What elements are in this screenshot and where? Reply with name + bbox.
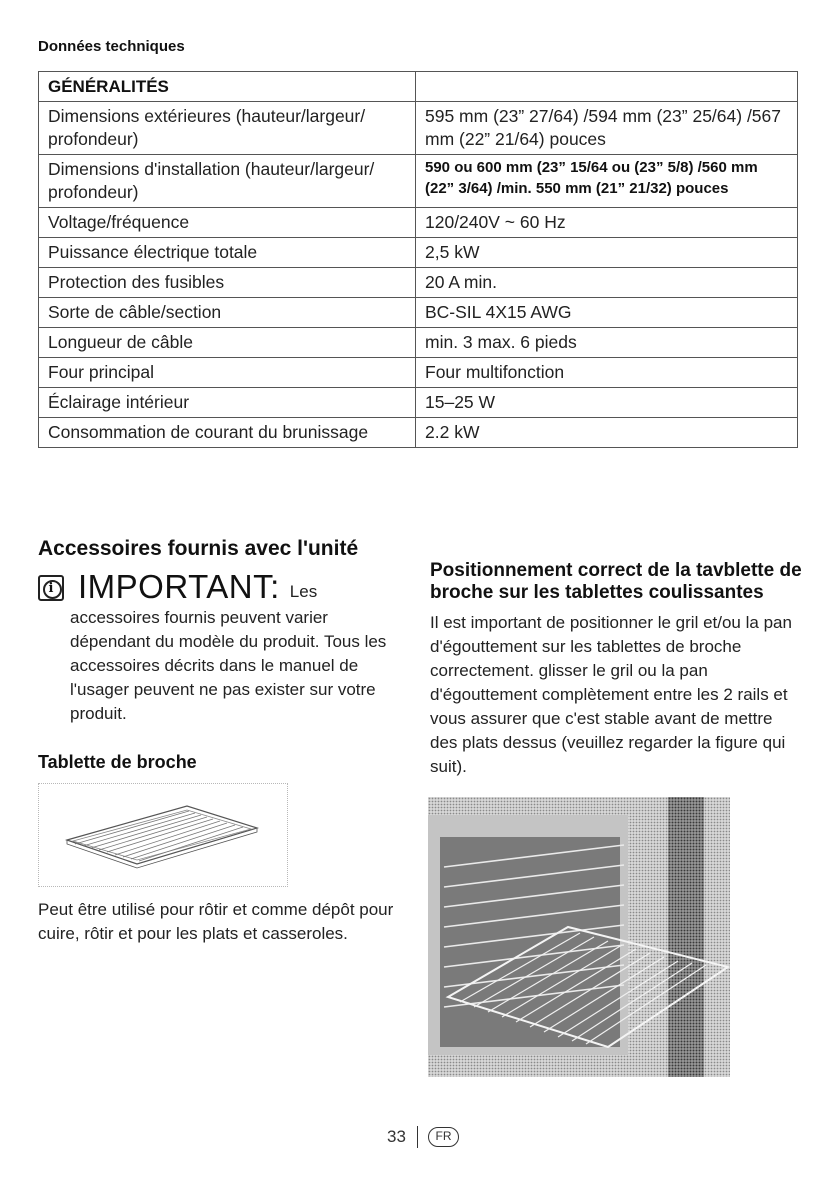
accessories-title: Accessoires fournis avec l'unité (38, 537, 359, 560)
table-row (39, 208, 798, 238)
spec-value: 590 ou 600 mm (23” 15/64 ou (23” 5/8) /560 mm (22” 3/64) /min. 550 mm (21” 21/32) pouces (416, 155, 798, 208)
spec-label: Four principal (39, 358, 416, 388)
page-footer (0, 1126, 838, 1150)
wire-rack-icon (39, 784, 287, 886)
spec-label: Consommation de courant du brunissage (39, 418, 416, 448)
spec-value: 20 A min. (416, 268, 798, 298)
spec-label: Puissance électrique totale (39, 238, 416, 268)
spec-value: BC-SIL 4X15 AWG (416, 298, 798, 328)
wire-rack-illustration (38, 783, 288, 887)
positioning-text: Il est important de positionner le gril et/ou la pan d'égouttement sur les tablettes de broche correctement. glisser le gril ou la pan d'égouttement complètement entre les 2 rails et vous assurer que c'est stable avant de mettre des plats dessus (veuillez regarder la figure qui suit). (430, 613, 792, 776)
spec-label: Sorte de câble/section (39, 298, 416, 328)
spec-value: 2.2 kW (416, 418, 798, 448)
table-row (39, 358, 798, 388)
positioning-title: Positionnement correct de la tavblette de broche sur les tablettes coulissantes (430, 560, 802, 603)
table-header-row (39, 72, 798, 102)
accessories-section (38, 536, 398, 946)
spec-value: 2,5 kW (416, 238, 798, 268)
table-row (39, 102, 798, 155)
spec-value: 595 mm (23” 27/64) /594 mm (23” 25/64) /567 mm (22” 21/64) pouces (416, 102, 798, 155)
spec-table (38, 71, 798, 448)
table-row (39, 328, 798, 358)
table-row (39, 238, 798, 268)
spec-value: 120/240V ~ 60 Hz (416, 208, 798, 238)
table-row (39, 388, 798, 418)
important-first-word: Les (289, 582, 318, 601)
info-icon: i (38, 575, 64, 601)
spec-label: Voltage/fréquence (39, 208, 416, 238)
spec-label: Dimensions d'installation (hauteur/largeur/ profondeur) (39, 155, 416, 208)
table-row (39, 155, 798, 208)
important-text: accessoires fournis peuvent varier dépendant du modèle du produit. Tous les accessoires décrits dans le manuel de l'usager peuvent ne pas exister sur votre produit. (70, 608, 387, 723)
oven-rack-photo (428, 797, 730, 1077)
spec-value: 15–25 W (416, 388, 798, 418)
spec-label: Protection des fusibles (39, 268, 416, 298)
important-label: IMPORTANT: (78, 568, 280, 605)
footer-divider (417, 1126, 418, 1148)
spec-label: Dimensions extérieures (hauteur/largeur/ profondeur) (39, 102, 416, 155)
spec-value: min. 3 max. 6 pieds (416, 328, 798, 358)
spec-label: Longueur de câble (39, 328, 416, 358)
table-heading-empty (416, 72, 798, 102)
section-title: Données techniques (38, 38, 185, 55)
spec-value: Four multifonction (416, 358, 798, 388)
important-notice (38, 568, 398, 726)
page-number: 33 (387, 1127, 406, 1146)
language-badge: FR (428, 1127, 459, 1147)
spec-label: Éclairage intérieur (39, 388, 416, 418)
table-heading: GÉNÉRALITÉS (39, 72, 416, 102)
rack-subtitle: Tablette de broche (38, 752, 197, 772)
positioning-section (430, 560, 802, 779)
table-row (39, 268, 798, 298)
rack-description: Peut être utilisé pour rôtir et comme dépôt pour cuire, rôtir et pour les plats et casseroles. (38, 900, 394, 943)
table-row (39, 418, 798, 448)
table-row (39, 298, 798, 328)
